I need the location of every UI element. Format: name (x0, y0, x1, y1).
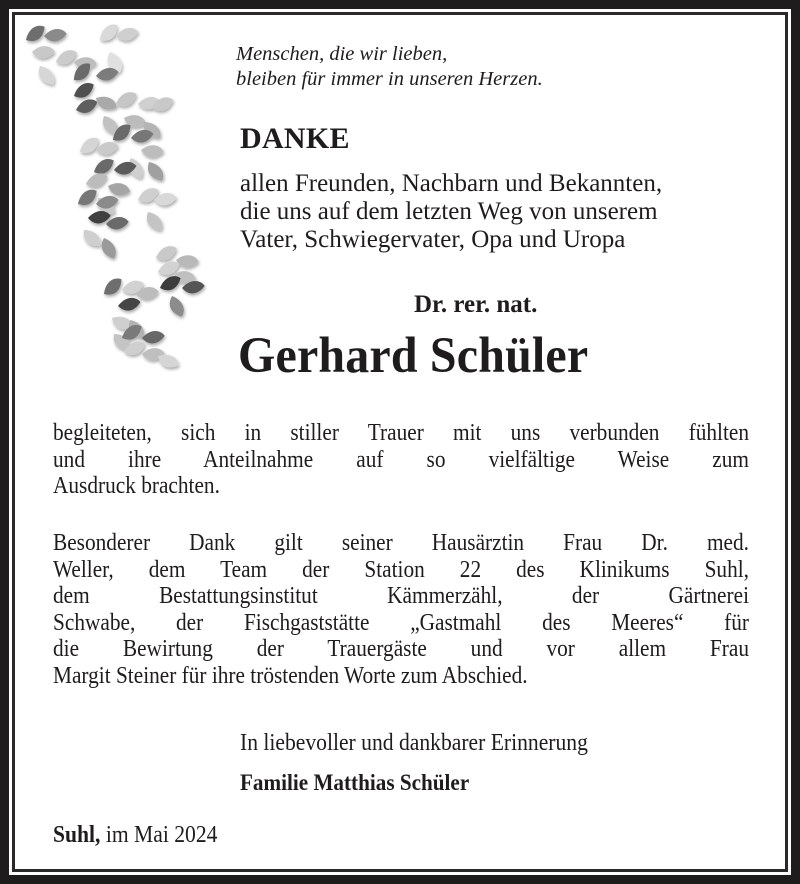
place-date (53, 822, 236, 849)
paragraph-2-line: dem Bestattungsinstitut Kämmerzähl, der Gärtnerei (53, 582, 749, 609)
paragraph-1 (53, 420, 749, 500)
intro-text (240, 170, 662, 254)
paragraph-1-line: und ihre Anteilnahme auf so vielfältige Weise zum (53, 445, 749, 473)
intro-line-3: Vater, Schwiegervater, Opa und Uropa (240, 226, 626, 253)
heading-danke: DANKE (240, 122, 350, 155)
paragraph-1-line: begleiteten, sich in stiller Trauer mit uns verbunden fühlten (53, 419, 749, 446)
paragraph-1-line: Ausdruck brachten. (53, 472, 220, 499)
ivy-leaves-icon (18, 22, 218, 372)
closing-line: In liebevoller und dankbarer Erinnerung (240, 730, 588, 756)
place-name: Suhl, (53, 822, 101, 848)
paragraph-2 (53, 530, 749, 689)
deceased-name: Gerhard Schüler (238, 328, 589, 384)
intro-line-2: die uns auf dem letzten Weg von unserem (240, 198, 658, 225)
date-text: im Mai 2024 (100, 822, 218, 848)
motto-line-2: bleiben für immer in unseren Herzen. (236, 68, 543, 90)
deceased-title: Dr. rer. nat. (414, 291, 538, 318)
paragraph-2-line: Besonderer Dank gilt seiner Hausärztin Frau Dr. med. (53, 529, 749, 556)
paragraph-2-line: die Bewirtung der Trauergäste und vor allem Frau (53, 635, 749, 662)
signature-family: Familie Matthias Schüler (240, 770, 470, 795)
motto-line-1: Menschen, die wir lieben, (236, 43, 448, 65)
paragraph-2-line: Weller, dem Team der Station 22 des Klinikums Suhl, (53, 555, 749, 583)
paragraph-2-line: Margit Steiner für ihre tröstenden Worte zum Abschied. (53, 661, 528, 689)
paragraph-2-line: Schwabe, der Fischgaststätte „Gastmahl des Meeres“ für (53, 608, 749, 636)
intro-line-1: allen Freunden, Nachbarn und Bekannten, (240, 170, 663, 197)
motto-quote (236, 42, 543, 92)
